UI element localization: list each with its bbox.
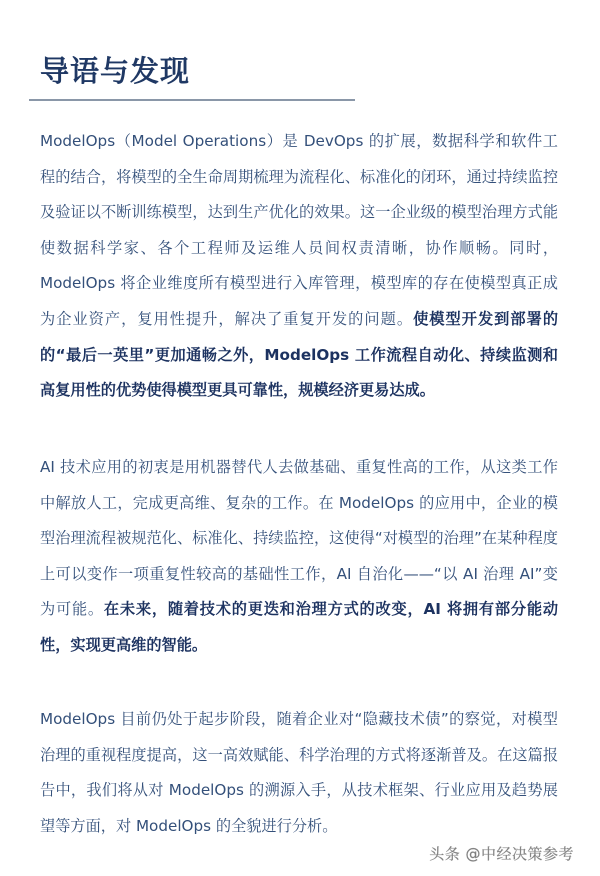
paragraph-ai-governance-emphasis: 在未来，随着技术的更迭和治理方式的改变，AI 将拥有部分能动性，实现更高维的智能。 [40,600,559,654]
paragraph-intro-text: ModelOps（Model Operations）是 DevOps 的扩展，数据科学和软件工程的结合，将模型的全生命周期梳理为流程化、标准化的闭环，通过持续监控及验证以不断训练模型，达到生产优化的效果。这一企业级的模型治理方式能使数据科学家、各个工程师及运维人员间权责清晰，协作顺畅。同时，ModelOps 将企业维度所有模型进行入库管理，模型库的存在使模型真正成为企业资产，复用性提升，解决了重复开发的问题。 [40,132,558,328]
page-title: 导语与发现 [40,54,191,88]
paragraph-outlook [40,702,558,844]
paragraph-intro [40,124,558,409]
paragraph-intro-emphasis: 使模型开发到部署的的“最后一英里”更加通畅之外，ModelOps 工作流程自动化、持续监测和高复用性的优势使得模型更具可靠性，规模经济更易达成。 [40,309,559,400]
paragraph-ai-governance-text: AI 技术应用的初衷是用机器替代人去做基础、重复性高的工作，从这类工作中解放人工，完成更高维、复杂的工作。在 ModelOps 的应用中，企业的模型治理流程被规范化、标准化、持续监控，这使得“对模型的治理”在某种程度上可以变作一项重复性较高的基础性工作，AI 自治化——“以 AI 治理 AI”变为可能。 [40,458,558,619]
source-watermark: 头条 @中经决策参考 [429,845,574,863]
title-divider [29,99,355,101]
paragraph-outlook-text: ModelOps 目前仍处于起步阶段，随着企业对“隐藏技术债”的察觉，对模型治理的重视程度提高，这一高效赋能、科学治理的方式将逐渐普及。在这篇报告中，我们将从对 ModelOps 的溯源入手，从技术框架、行业应用及趋势展望等方面，对 ModelOps 的全貌进行分析。 [40,710,558,835]
paragraph-ai-governance [40,450,558,664]
